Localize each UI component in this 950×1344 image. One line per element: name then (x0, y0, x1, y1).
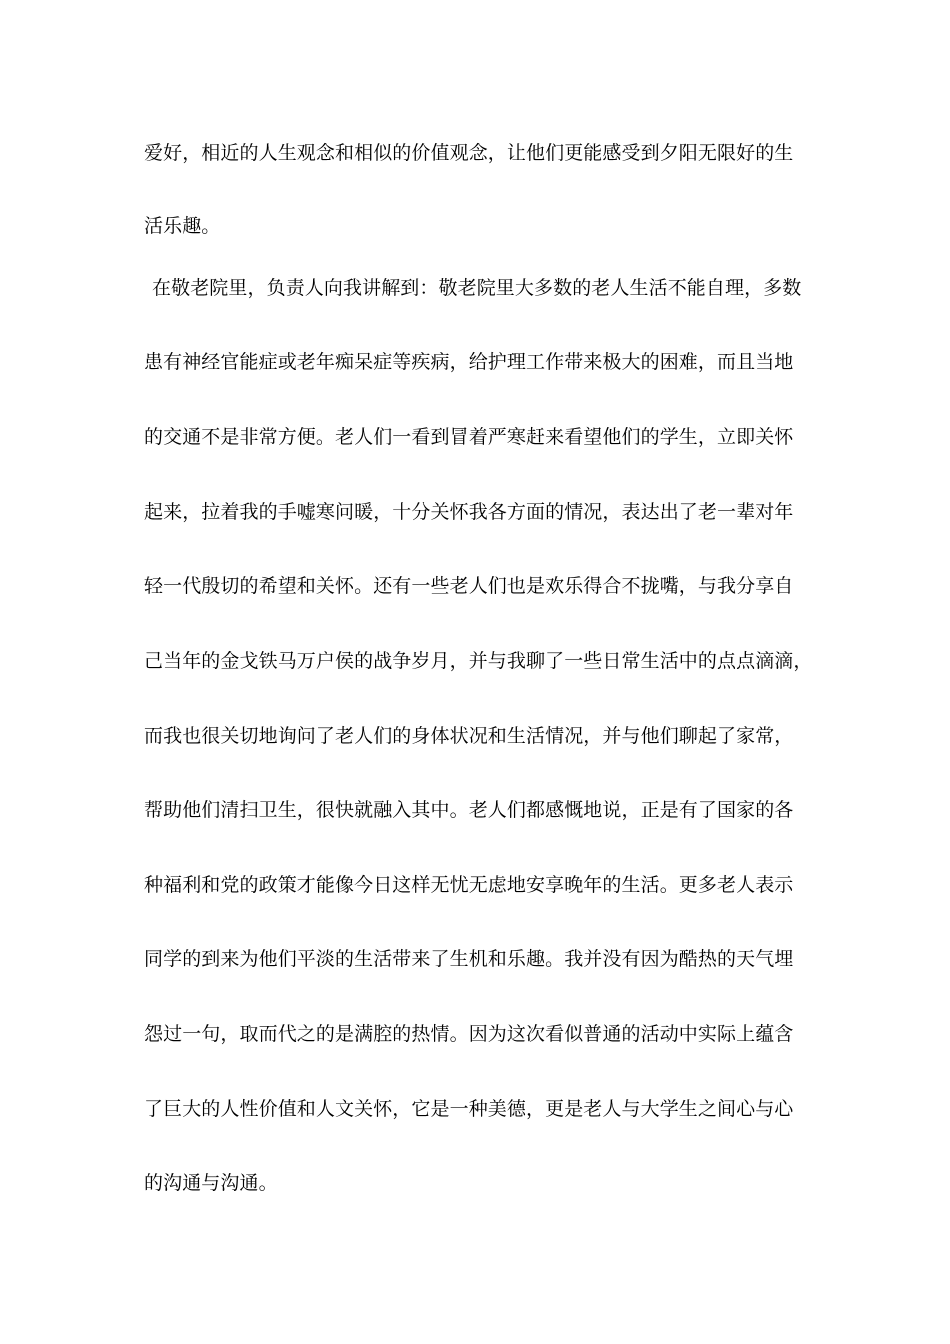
text-line: 而我也很关切地询问了老人们的身体状况和生活情况，并与他们聊起了家常， (144, 725, 794, 747)
text-line: 患有神经官能症或老年痴呆症等疾病，给护理工作带来极大的困难，而且当地 (144, 351, 794, 373)
text-line: 己当年的金戈铁马万户侯的战争岁月，并与我聊了一些日常生活中的点点滴滴， (144, 650, 813, 672)
text-line: 种福利和党的政策才能像今日这样无忧无虑地安享晚年的生活。更多老人表示 (144, 874, 794, 896)
text-line: 起来，拉着我的手嘘寒问暖，十分关怀我各方面的情况，表达出了老一辈对年 (144, 501, 794, 523)
text-line: 爱好，相近的人生观念和相似的价值观念，让他们更能感受到夕阳无限好的生 (144, 142, 794, 164)
text-line: 的沟通与沟通。 (144, 1172, 278, 1194)
text-line: 活乐趣。 (144, 215, 221, 237)
text-line: 怨过一句，取而代之的是满腔的热情。因为这次看似普通的活动中实际上蕴含 (144, 1023, 794, 1045)
text-line: 在敬老院里，负责人向我讲解到：敬老院里大多数的老人生活不能自理，多数 (152, 277, 802, 299)
text-line: 的交通不是非常方便。老人们一看到冒着严寒赶来看望他们的学生，立即关怀 (144, 426, 794, 448)
text-line: 了巨大的人性价值和人文关怀，它是一种美德，更是老人与大学生之间心与心 (144, 1098, 794, 1120)
text-line: 轻一代殷切的希望和关怀。还有一些老人们也是欢乐得合不拢嘴，与我分享自 (144, 575, 794, 597)
text-line: 帮助他们清扫卫生，很快就融入其中。老人们都感慨地说，正是有了国家的各 (144, 799, 794, 821)
text-line: 同学的到来为他们平淡的生活带来了生机和乐趣。我并没有因为酷热的天气埋 (144, 948, 794, 970)
